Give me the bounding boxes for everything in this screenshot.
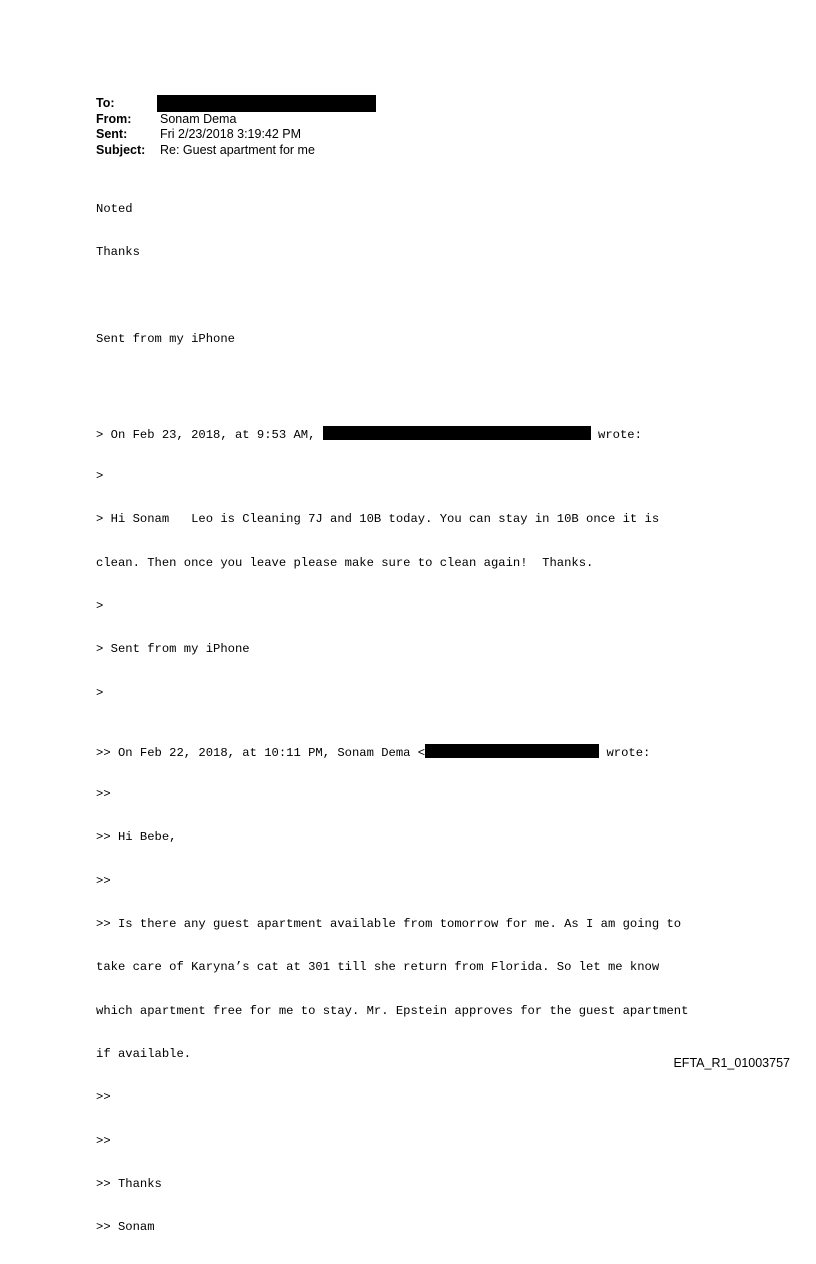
- to-label: To:: [96, 96, 115, 110]
- quote1-intro-prefix: > On Feb 23, 2018, at 9:53 AM,: [96, 427, 323, 442]
- quote2-line: if available.: [96, 1046, 192, 1061]
- subject-value: Re: Guest apartment for me: [160, 142, 315, 157]
- from-value: Sonam Dema: [160, 111, 237, 126]
- reply-line-thanks: Thanks: [96, 245, 140, 260]
- spacer: [96, 375, 688, 382]
- quote1-line: clean. Then once you leave please make sure to clean again! Thanks.: [96, 555, 594, 570]
- from-row: [96, 112, 315, 128]
- quote1-line: >: [96, 599, 104, 614]
- quote2-intro-prefix: >> On Feb 22, 2018, at 10:11 PM, Sonam Dema <: [96, 745, 426, 760]
- quote1-line: >: [96, 685, 104, 700]
- document-id: EFTA_R1_01003757: [673, 1056, 790, 1070]
- quote1-sender-redaction: [323, 426, 591, 440]
- quote2-line: >> Thanks: [96, 1176, 162, 1191]
- email-body: [96, 173, 688, 1264]
- subject-label: Subject:: [96, 142, 146, 157]
- signature-line: Sent from my iPhone: [96, 331, 235, 346]
- sent-value: Fri 2/23/2018 3:19:42 PM: [160, 127, 302, 141]
- quote2-intro-suffix: wrote:: [599, 745, 651, 760]
- quote2-line: >>: [96, 786, 111, 801]
- quote1-line: >: [96, 468, 104, 483]
- from-label: From:: [96, 111, 132, 126]
- quote2-line: >> Hi Bebe,: [96, 830, 177, 845]
- subject-row: [96, 143, 315, 159]
- quote1-intro: [96, 426, 688, 440]
- quote1-line: > Hi Sonam Leo is Cleaning 7J and 10B today. You can stay in 10B once it is: [96, 512, 660, 527]
- reply-line-noted: Noted: [96, 201, 133, 216]
- quote1-intro-suffix: wrote:: [590, 427, 642, 442]
- quote2-line: >>: [96, 1090, 111, 1105]
- quote2-line: >>: [96, 873, 111, 888]
- quote2-email-redaction: [425, 744, 599, 758]
- quote2-line: >> Is there any guest apartment available from tomorrow for me. As I am going to: [96, 916, 682, 931]
- quote2-line: >> Sonam: [96, 1220, 155, 1235]
- quote2-intro: [96, 744, 688, 758]
- blank-line: [96, 289, 688, 303]
- quote2-line: take care of Karyna’s cat at 301 till she return from Florida. So let me know: [96, 960, 660, 975]
- to-redaction-block: [157, 95, 376, 112]
- quote2-line: which apartment free for me to stay. Mr. Epstein approves for the guest apartment: [96, 1003, 689, 1018]
- sent-row: [96, 127, 315, 143]
- quote1-line: > Sent from my iPhone: [96, 642, 250, 657]
- quote2-line: >>: [96, 1133, 111, 1148]
- sent-label: Sent:: [96, 127, 128, 141]
